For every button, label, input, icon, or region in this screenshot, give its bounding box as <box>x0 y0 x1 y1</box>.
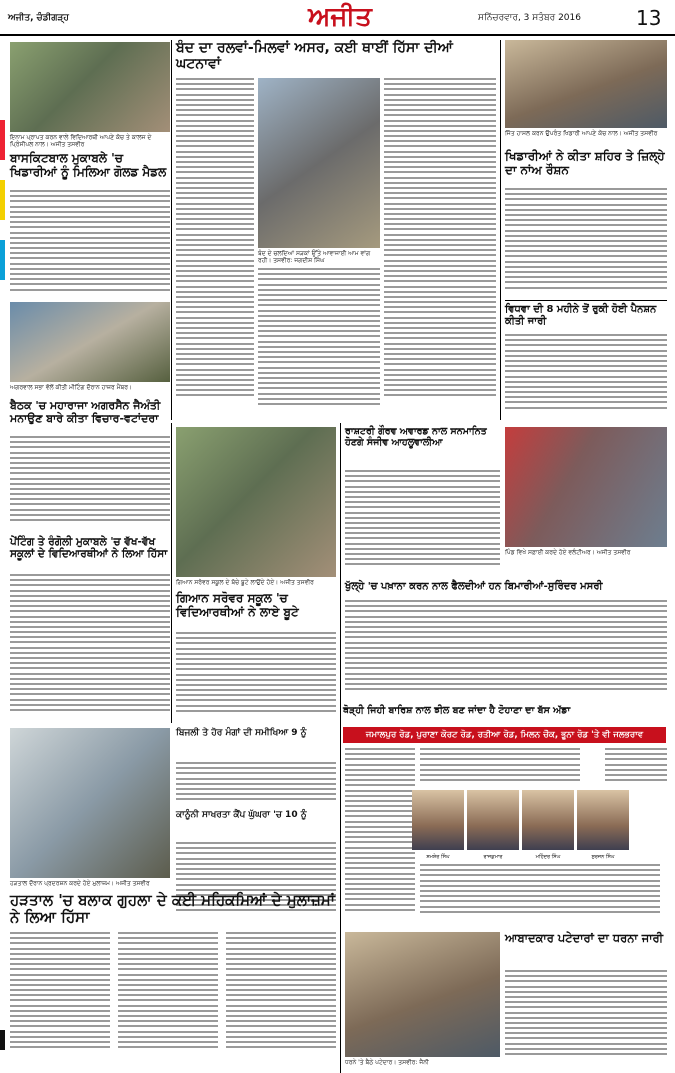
registration-mark <box>0 240 5 280</box>
lead-body-col3 <box>384 78 496 418</box>
players-headline: ਖਿਡਾਰੀਆਂ ਨੇ ਕੀਤਾ ਸ਼ਹਿਰ ਤੇ ਜ਼ਿਲ੍ਹੇ ਦਾ ਨਾਂਅ ਰੌਸ਼ਨ <box>505 149 665 177</box>
story-rule <box>505 300 667 301</box>
strike-photo <box>10 728 170 878</box>
cleaning-headline: ਖੁੱਲ੍ਹੇ 'ਚ ਪਖ਼ਾਨਾ ਕਰਨ ਨਾਲ ਫੈਲਦੀਆਂ ਹਨ ਬਿਮਾਰੀਆਂ-ਸੁਰਿੰਦਰ ਮਸਰੀ <box>345 581 603 592</box>
rain-headline: ਥੋੜ੍ਹੀ ਜਿਹੀ ਬਾਰਿਸ਼ ਨਾਲ ਝੀਲ ਬਣ ਜਾਂਦਾ ਹੈ ਟੋਹਾਣਾ ਦਾ ਬੱਸ ਅੱਡਾ <box>343 705 571 716</box>
column-rule <box>171 423 172 723</box>
trees-body <box>176 632 336 724</box>
players-body <box>505 188 667 298</box>
widow-headline: ਵਿਧਵਾ ਦੀ 8 ਮਹੀਨੇ ਤੋਂ ਰੁਕੀ ਹੋਈ ਪੈਨਸ਼ਨ ਕੀਤੀ ਜਾਰੀ <box>505 304 657 327</box>
lead-headline: ਬੰਦ ਦਾ ਰਲਵਾਂ-ਮਿਲਵਾਂ ਅਸਰ, ਕਈ ਥਾਈਂ ਹਿੱਸਾ ਦੀਆਂ ਘਟਨਾਵਾਂ <box>176 40 453 73</box>
widow-body <box>505 334 667 420</box>
lead-body-col1 <box>176 78 254 418</box>
person-photo: ਰਾਜਕੁਮਾਰ <box>467 790 519 850</box>
lead-body-col2 <box>258 268 380 418</box>
painting-headline: ਪੇਂਟਿੰਗ ਤੇ ਰੰਗੋਲੀ ਮੁਕਾਬਲੇ 'ਚ ਵੱਖ-ਵੱਖ ਸਕੂਲਾਂ ਦੇ ਵਿਦਿਆਰਥੀਆਂ ਨੇ ਲਿਆ ਹਿੱਸਾ <box>10 536 168 561</box>
basketball-headline: ਬਾਸਕਿਟਬਾਲ ਮੁਕਾਬਲੇ 'ਚ ਖਿਡਾਰੀਆਂ ਨੂੰ ਮਿਲਿਆ ਗੋਲਡ ਮੈਡਲ <box>10 151 167 179</box>
trees-photo <box>176 427 336 577</box>
header-rule <box>0 34 675 36</box>
column-rule <box>171 40 172 420</box>
protest-body <box>505 970 667 1065</box>
person-photo: ਮਹਿੰਦਰ ਸਿੰਘ <box>522 790 574 850</box>
electricity-headline: ਬਿਜਲੀ ਤੇ ਹੋਰ ਮੰਗਾਂ ਦੀ ਸਮੀਖਿਆ 9 ਨੂੰ <box>176 728 307 738</box>
column-rule <box>500 40 501 420</box>
agrasen-photo <box>10 302 170 382</box>
header-date: ਸਨਿੱਚਰਵਾਰ, 3 ਸਤੰਬਰ 2016 <box>478 13 581 23</box>
protest-headline: ਆਬਾਦਕਾਰ ਪਟੇਦਾਰਾਂ ਦਾ ਧਰਨਾ ਜਾਰੀ <box>505 931 664 945</box>
painting-body <box>10 574 170 724</box>
trees-caption: ਗਿਆਨ ਸਰੋਵਰ ਸਕੂਲ ਦੇ ਬੱਚੇ ਬੂਟੇ ਲਾਉਂਦੇ ਹੋਏ। ਅਜੀਤ ਤਸਵੀਰ <box>176 579 314 586</box>
trees-headline: ਗਿਆਨ ਸਰੋਵਰ ਸਕੂਲ 'ਚ ਵਿਦਿਆਰਥੀਆਂ ਨੇ ਲਾਏ ਬੂਟੇ <box>176 591 299 619</box>
players-photo <box>505 40 667 128</box>
agrasen-body <box>10 436 170 530</box>
strike-headline: ਹੜਤਾਲ 'ਚ ਬਲਾਕ ਗੁਹਲਾ ਦੇ ਕਈ ਮਹਿਕਮਿਆਂ ਦੇ ਮੁਲਾਜ਼ਮਾਂ ਨੇ ਲਿਆ ਹਿੱਸਾ <box>10 891 336 927</box>
strike-body-col1 <box>10 932 110 1064</box>
person-photo: ਸ਼ਮਸ਼ੇਰ ਸਿੰਘ <box>412 790 464 850</box>
rain-location-band: ਜਮਾਲਪੁਰ ਰੋਡ, ਪੁਰਾਣਾ ਕੋਰਟ ਰੋਡ, ਰਤੀਆ ਰੋਡ, ਮਿਲਨ ਚੌਕ, ਭੂਨਾ ਰੋਡ 'ਤੇ ਵੀ ਜਲਭਰਾਵ <box>343 727 666 743</box>
electricity-body <box>176 762 336 806</box>
strike-body-col2 <box>118 932 218 1064</box>
cleaning-body <box>345 600 667 704</box>
cleaning-caption: ਪਿੰਡ ਵਿਖੇ ਸਫ਼ਾਈ ਕਰਦੇ ਹੋਏ ਵਲੰਟੀਅਰ। ਅਜੀਤ ਤਸਵੀਰ <box>505 549 631 556</box>
agrasen-caption: ਅਗਰਵਾਲ ਸਭਾ ਵੱਲੋਂ ਕੀਤੀ ਮੀਟਿੰਗ ਦੌਰਾਨ ਹਾਜ਼ਰ ਮੈਂਬਰ। <box>10 384 133 391</box>
agrasen-headline: ਬੈਠਕ 'ਚ ਮਹਾਰਾਜਾ ਅਗਰਸੈਨ ਜੈਅੰਤੀ ਮਨਾਉਣ ਬਾਰੇ ਕੀਤਾ ਵਿਚਾਰ-ਵਟਾਂਦਰਾ <box>10 399 161 425</box>
basketball-caption: ਇਨਾਮ ਪ੍ਰਾਪਤ ਕਰਨ ਵਾਲੇ ਵਿਦਿਆਰਥੀ ਆਪਣੇ ਕੋਚ ਤੇ ਕਾਲਜ ਦੇ ਪ੍ਰਿੰਸੀਪਲ ਨਾਲ। ਅਜੀਤ ਤਸਵੀਰ <box>10 134 152 149</box>
cleaning-photo <box>505 427 667 547</box>
strike-caption: ਹੜਤਾਲ ਦੌਰਾਨ ਪ੍ਰਦਰਸ਼ਨ ਕਰਦੇ ਹੋਏ ਮੁਲਾਜ਼ਮ। ਅਜੀਤ ਤਸਵੀਰ <box>10 880 150 887</box>
registration-mark <box>0 180 5 220</box>
rain-body-col1 <box>345 748 415 928</box>
legal-headline: ਕਾਨੂੰਨੀ ਸਾਖਰਤਾ ਕੈਂਪ ਘੁੱਘਰਾ 'ਚ 10 ਨੂੰ <box>176 810 307 820</box>
lead-caption: ਬੰਦ ਦੇ ਚਲਦਿਆਂ ਸੜਕਾਂ ਉੱਤੇ ਆਵਾਜਾਈ ਆਮ ਵਾਂਗ ਰਹੀ। ਤਸਵੀਰ: ਜਗਦੀਸ਼ ਸਿੰਘ <box>258 250 371 265</box>
rain-body-col3 <box>420 864 660 924</box>
players-caption: ਜਿੱਤ ਹਾਸਲ ਕਰਨ ਉਪਰੰਤ ਖਿਡਾਰੀ ਆਪਣੇ ਕੋਚ ਨਾਲ। ਅਜੀਤ ਤਸਵੀਰ <box>505 130 658 137</box>
registration-mark <box>0 1030 5 1050</box>
protest-photo <box>345 932 500 1057</box>
award-headline: ਰਾਸ਼ਟਰੀ ਗੌਰਵ ਅਵਾਰਡ ਨਾਲ ਸਨਮਾਨਿਤ ਹੋਣਗੇ ਸੰਜੀਵ ਆਹਲੂਵਾਲੀਆ <box>345 426 487 448</box>
basketball-body <box>10 190 170 300</box>
page-number: 13 <box>636 6 662 30</box>
rain-body-col2 <box>420 748 580 788</box>
strike-body-col3 <box>226 932 336 1064</box>
registration-mark <box>0 120 5 160</box>
lead-photo <box>258 78 380 248</box>
protest-caption: ਧਰਨੇ 'ਤੇ ਬੈਠੇ ਪਟੇਦਾਰ। ਤਸਵੀਰ: ਜੈਨੀ <box>345 1059 429 1066</box>
column-rule <box>340 423 341 1073</box>
basketball-photo <box>10 42 170 132</box>
award-body <box>345 470 500 578</box>
masthead-logo: ਅਜੀਤ <box>308 2 372 32</box>
person-photo: ਸੁਰਜਨ ਸਿੰਘ <box>577 790 629 850</box>
rain-body-col4 <box>605 748 667 788</box>
header-place: ਅਜੀਤ, ਚੰਡੀਗੜ੍ਹ <box>8 13 69 23</box>
